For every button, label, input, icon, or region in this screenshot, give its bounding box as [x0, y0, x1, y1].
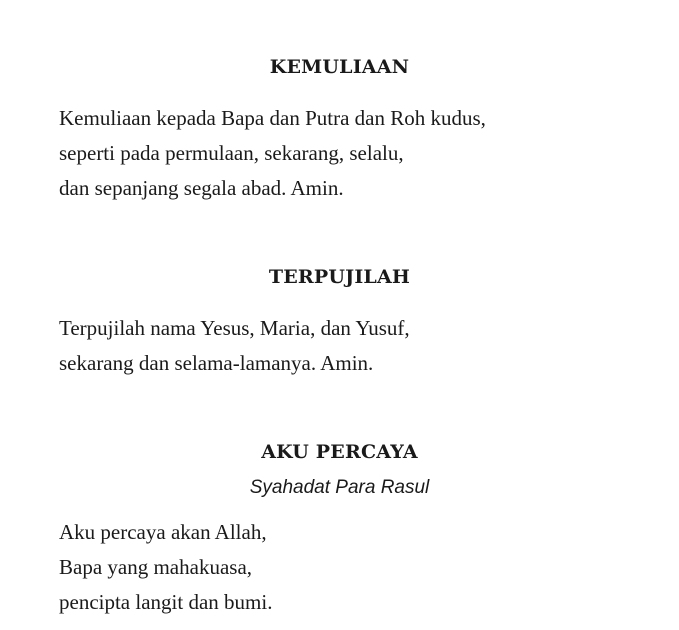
- section-kemuliaan: [0, 54, 679, 206]
- verse-line: seperti pada permulaan, sekarang, selalu,: [59, 141, 404, 165]
- section-aku-percaya: [0, 439, 679, 620]
- verse-line: sekarang dan selama-lamanya. Amin.: [59, 351, 374, 375]
- verse-line: Aku percaya akan Allah,: [59, 520, 267, 544]
- verse-block: [59, 101, 679, 206]
- verse-line: Kemuliaan kepada Bapa dan Putra dan Roh kudus,: [59, 106, 486, 130]
- verse-line: Terpujilah nama Yesus, Maria, dan Yusuf,: [59, 316, 410, 340]
- section-terpujilah: [0, 264, 679, 381]
- section-subheading: Syahadat Para Rasul: [249, 477, 430, 498]
- verse-line: pencipta langit dan bumi.: [59, 590, 273, 614]
- verse-line: Bapa yang mahakuasa,: [59, 555, 253, 579]
- verse-line: dan sepanjang segala abad. Amin.: [59, 176, 344, 200]
- section-heading: AKU PERCAYA: [261, 441, 418, 463]
- verse-block: [59, 515, 679, 620]
- section-heading: KEMULIAAN: [269, 56, 410, 78]
- verse-block: [59, 311, 679, 381]
- section-heading: TERPUJILAH: [268, 266, 411, 288]
